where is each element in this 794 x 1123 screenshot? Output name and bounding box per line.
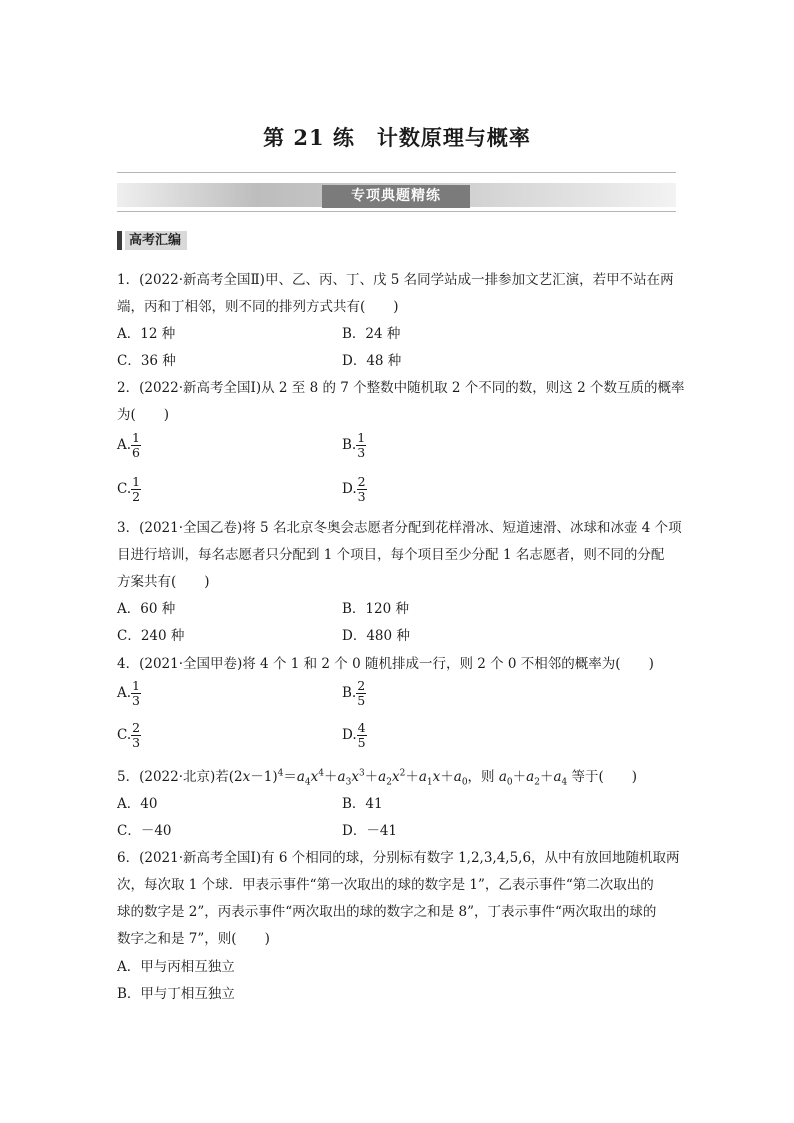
- banner-bottom-rule: [117, 211, 676, 212]
- q2-option-d: D. $\frac{2}{3}$: [342, 474, 366, 504]
- q3-line2: 目进行培训，每名志愿者只分配到 1 个项目，每个项目至少分配 1 名志愿者，则不同的分配: [117, 547, 665, 563]
- section-heading: [117, 231, 187, 250]
- q1-option-a: A．12 种: [117, 326, 176, 342]
- q3-line3: 方案共有( ): [117, 574, 210, 590]
- page-title: 第 21 练 计数原理与概率: [263, 125, 531, 150]
- section-marker: [117, 231, 122, 250]
- section-label: 高考汇编: [125, 231, 187, 250]
- q1-option-b: B．24 种: [342, 326, 401, 342]
- q5-option-b: B．41: [342, 796, 383, 812]
- q4-option-d: D. $\frac{4}{5}$: [342, 720, 366, 750]
- q3-option-c: C．240 种: [117, 628, 185, 644]
- q6-option-a: A．甲与丙相互独立: [117, 959, 235, 975]
- q5-option-a: A．40: [117, 796, 158, 812]
- q4-option-b: B. $\frac{2}{5}$: [342, 678, 366, 708]
- q6-line2: 次，每次取 1 个球．甲表示事件“第一次取出的球的数字是 1”，乙表示事件“第二次取出的: [117, 877, 654, 893]
- q4-line1: 4．(2021·全国甲卷)将 4 个 1 和 2 个 0 随机排成一行，则 2 个 0 不相邻的概率为( ): [117, 656, 654, 672]
- q3-option-a: A．60 种: [117, 601, 176, 617]
- q4-option-c: C. $\frac{2}{3}$: [117, 720, 141, 750]
- q6-option-b: B．甲与丁相互独立: [117, 986, 235, 1002]
- q1-option-d: D．48 种: [342, 353, 402, 369]
- q2-option-b: B. $\frac{1}{3}$: [342, 430, 366, 460]
- q1-line2: 端，丙和丁相邻，则不同的排列方式共有( ): [117, 299, 399, 315]
- q1-line1: 1．(2022·新高考全国Ⅱ)甲、乙、丙、丁、戊 5 名同学站成一排参加文艺汇演，若甲不站在两: [117, 272, 674, 288]
- q2-option-c: C. $\frac{1}{2}$: [117, 474, 141, 504]
- banner-label: 专项典题精练: [322, 185, 470, 208]
- q5-line1: 5．(2022·北京)若$(2x-1)^4=a_4x^4+a_3x^3+a_2x^2+a_1x+a_0$，则 $a_0+a_2+a_4$ 等于( ): [117, 768, 638, 788]
- q5-option-d: D．－41: [342, 823, 398, 839]
- q1-option-c: C．36 种: [117, 353, 176, 369]
- q3-option-d: D．480 种: [342, 628, 410, 644]
- banner-top-rule: [117, 172, 676, 173]
- q3-line1: 3．(2021·全国乙卷)将 5 名北京冬奥会志愿者分配到花样滑冰、短道速滑、冰球和冰壶 4 个项: [117, 520, 682, 536]
- q6-line1: 6．(2021·新高考全国Ⅰ)有 6 个相同的球，分别标有数字 1,2,3,4,5,6，从中有放回地随机取两: [117, 850, 680, 866]
- q2-line2: 为( ): [117, 407, 170, 423]
- q6-line3: 球的数字是 2”，丙表示事件“两次取出的球的数字之和是 8”，丁表示事件“两次取出的球的: [117, 904, 657, 920]
- q2-line1: 2．(2022·新高考全国Ⅰ)从 2 至 8 的 7 个整数中随机取 2 个不同的数，则这 2 个数互质的概率: [117, 380, 685, 396]
- q3-option-b: B．120 种: [342, 601, 409, 617]
- q4-option-a: A. $\frac{1}{3}$: [117, 678, 140, 708]
- q6-line4: 数字之和是 7”，则( ): [117, 931, 270, 947]
- q5-option-c: C．－40: [117, 823, 172, 839]
- q2-option-a: A. $\frac{1}{6}$: [117, 430, 140, 460]
